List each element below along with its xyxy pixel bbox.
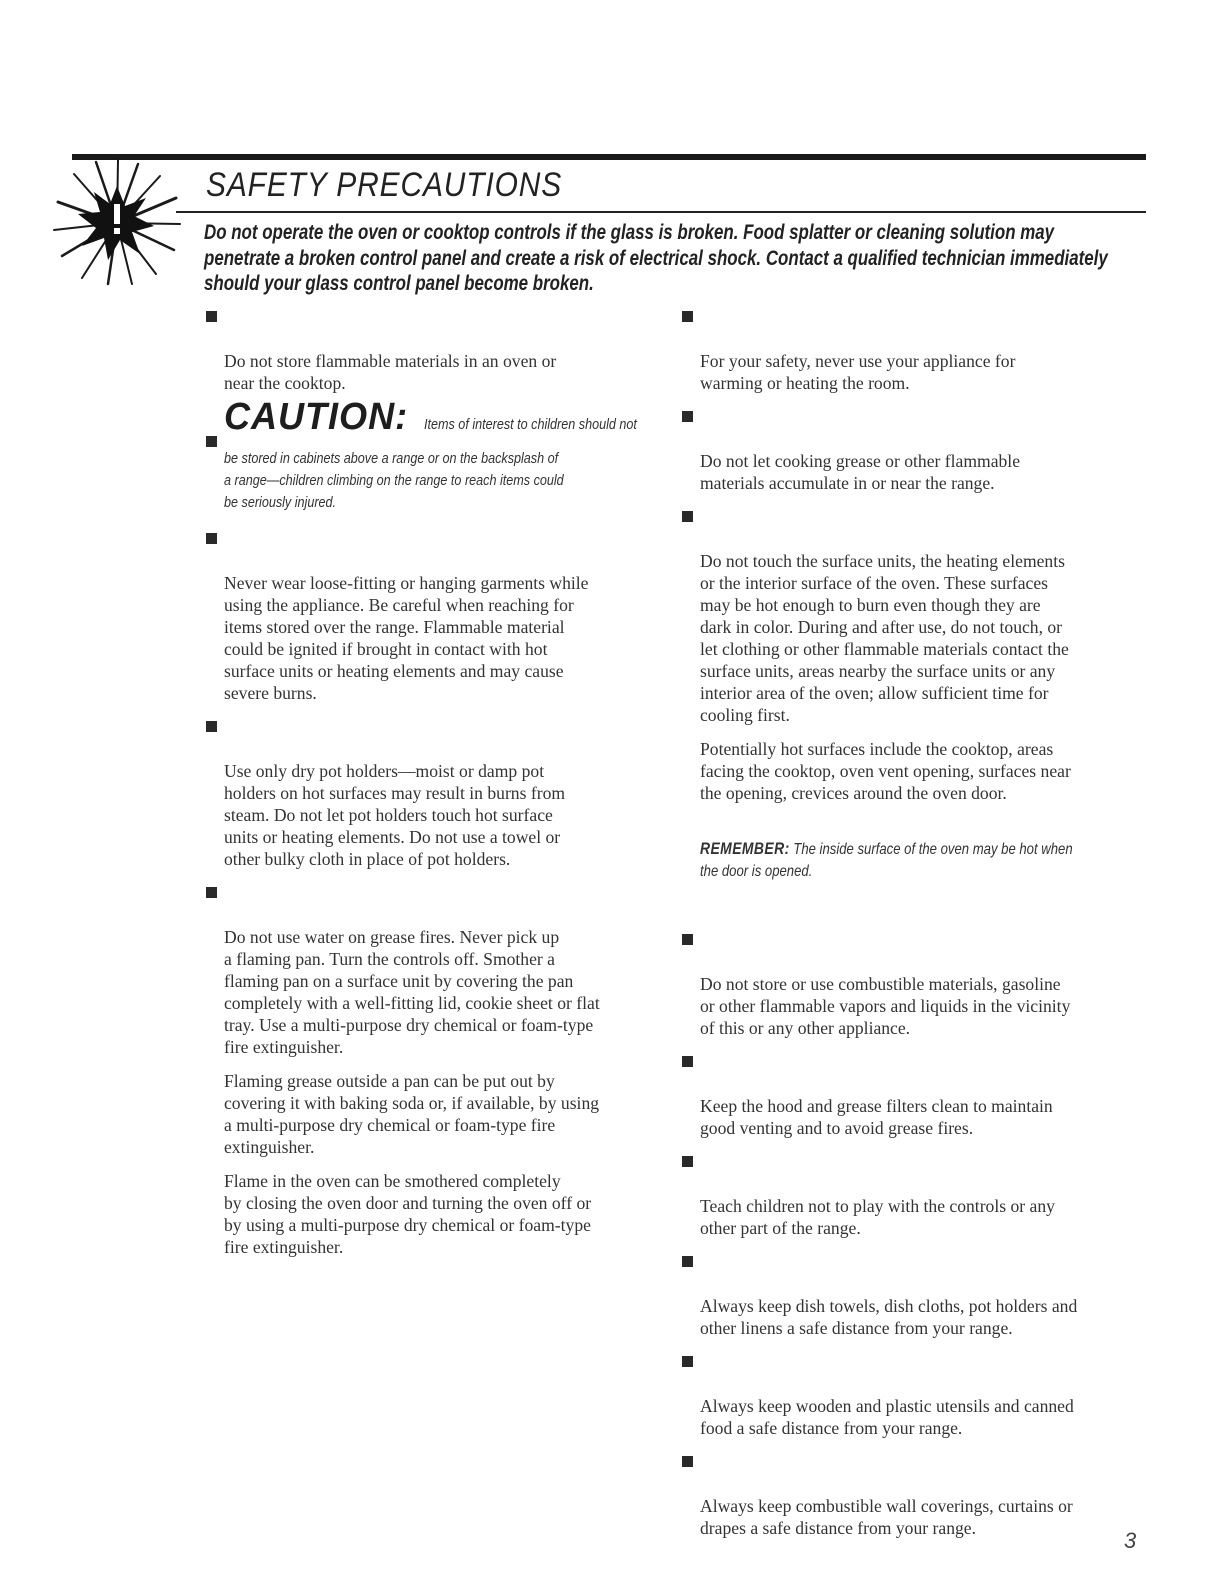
caution-text-first-line: Items of interest to children should not bbox=[424, 416, 638, 433]
list-item bbox=[682, 1051, 1152, 1139]
list-item bbox=[682, 1351, 1152, 1439]
item-text: Use only dry pot holders—moist or damp pot holders on hot surfaces may result in burns from steam. Do not let pot holders touch hot surface units or heating elements. Do not use a towel or other bulky cloth in place of pot holders. bbox=[224, 761, 566, 869]
list-item bbox=[206, 882, 654, 1058]
item-text: Do not let cooking grease or other flammable materials accumulate in or near the range. bbox=[700, 451, 1021, 493]
square-bullet-icon bbox=[682, 511, 693, 522]
list-item bbox=[682, 1151, 1152, 1239]
list-item bbox=[682, 929, 1152, 1039]
page-title: SAFETY PRECAUTIONS bbox=[206, 166, 563, 204]
right-column bbox=[682, 306, 1152, 1551]
warning-starburst-icon bbox=[52, 158, 182, 288]
paragraph: Flame in the oven can be smothered completely by closing the oven door and turning the oven off or by using a multi-purpose dry chemical or foam-type fire extinguisher. bbox=[224, 1171, 592, 1257]
caution-label: CAUTION: bbox=[224, 396, 409, 438]
square-bullet-icon bbox=[682, 1156, 693, 1167]
square-bullet-icon bbox=[206, 721, 217, 732]
list-item bbox=[206, 306, 654, 394]
item-text: For your safety, never use your appliance for warming or heating the room. bbox=[700, 351, 1016, 393]
remember-text: The inside surface of the oven may be hot when the door is opened. bbox=[700, 841, 1073, 880]
item-text: Keep the hood and grease filters clean to maintain good venting and to avoid grease fires. bbox=[700, 1096, 1053, 1138]
list-item bbox=[206, 716, 654, 870]
square-bullet-icon bbox=[682, 934, 693, 945]
paragraph: Potentially hot surfaces include the cooktop, areas facing the cooktop, oven vent opening, surfaces near the opening, crevices around the oven door. bbox=[700, 739, 1071, 803]
item-text: Always keep dish towels, dish cloths, pot holders and other linens a safe distance from your range. bbox=[700, 1296, 1078, 1338]
square-bullet-icon bbox=[682, 1256, 693, 1267]
item-text: Do not touch the surface units, the heating elements or the interior surface of the oven. These surfaces may be hot enough to burn even though they are dark in color. During and after use, do not touch, or let clothing or other flammable materials contact the surface units, areas nearby the surface units or any interior area of the oven; allow sufficient time for cooling first. bbox=[700, 551, 1069, 725]
remember-note bbox=[682, 816, 1152, 917]
list-item bbox=[206, 528, 654, 704]
item-text: Always keep combustible wall coverings, curtains or drapes a safe distance from your range. bbox=[700, 1496, 1073, 1538]
item-text: Do not use water on grease fires. Never pick up a flaming pan. Turn the controls off. Smother a flaming pan on a surface unit by covering the pan completely with a well-fitting lid, cookie sheet or flat tray. Use a multi-purpose dry chemical or foam-type fire extinguisher. bbox=[224, 927, 600, 1057]
left-column bbox=[206, 306, 654, 1270]
glass-broken-warning: Do not operate the oven or cooktop controls if the glass is broken. Food splatter or cleaning solution may penetrate a broken control panel and create a risk of electrical shock. Contact a qualified technician immediately should your glass control panel become broken. bbox=[204, 221, 1108, 295]
list-item bbox=[682, 1451, 1152, 1539]
square-bullet-icon bbox=[682, 411, 693, 422]
list-item bbox=[682, 306, 1152, 394]
paragraph: Flaming grease outside a pan can be put out by covering it with baking soda or, if available, by using a multi-purpose dry chemical or foam-type fire extinguisher. bbox=[224, 1071, 600, 1157]
item-text: Always keep wooden and plastic utensils and canned food a safe distance from your range. bbox=[700, 1396, 1074, 1438]
item-text: Do not store flammable materials in an oven or near the cooktop. bbox=[224, 351, 557, 393]
square-bullet-icon bbox=[206, 533, 217, 544]
square-bullet-icon bbox=[206, 311, 217, 322]
caution-notice bbox=[206, 396, 654, 514]
square-bullet-icon bbox=[206, 436, 217, 447]
caution-text: be stored in cabinets above a range or on the backsplash of a range—children climbing on the range to reach items could be seriously injured. bbox=[224, 450, 564, 511]
square-bullet-icon bbox=[682, 1456, 693, 1467]
list-item bbox=[682, 506, 1152, 726]
page-number: 3 bbox=[1124, 1528, 1137, 1553]
top-rule bbox=[72, 154, 1146, 160]
square-bullet-icon bbox=[682, 1356, 693, 1367]
list-item bbox=[682, 1251, 1152, 1339]
list-item bbox=[682, 406, 1152, 494]
square-bullet-icon bbox=[206, 887, 217, 898]
square-bullet-icon bbox=[682, 311, 693, 322]
square-bullet-icon bbox=[682, 1056, 693, 1067]
title-underline bbox=[176, 211, 1146, 213]
item-text: Teach children not to play with the controls or any other part of the range. bbox=[700, 1196, 1055, 1238]
remember-label: REMEMBER: bbox=[700, 839, 790, 858]
item-text: Never wear loose-fitting or hanging garments while using the appliance. Be careful when reaching for items stored over the range. Flammable material could be ignited if brought in contact with hot surface units or heating elements and may cause severe burns. bbox=[224, 573, 589, 703]
item-text: Do not store or use combustible materials, gasoline or other flammable vapors and liquids in the vicinity of this or any other appliance. bbox=[700, 974, 1071, 1038]
